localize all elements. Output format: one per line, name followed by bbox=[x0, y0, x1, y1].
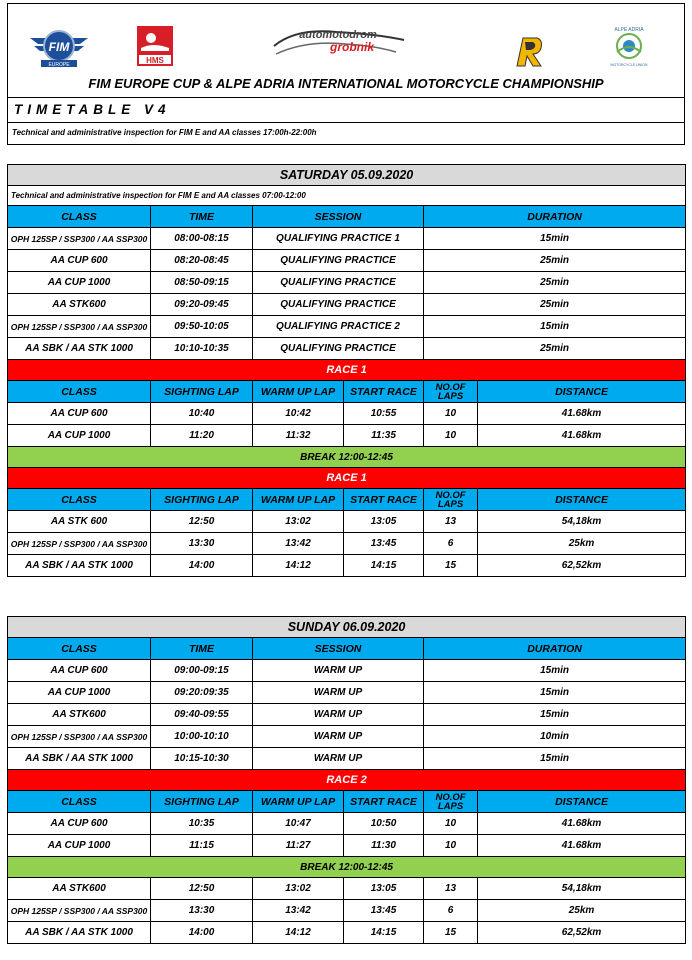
header-class: CLASS bbox=[8, 381, 151, 403]
qualifying-header-row bbox=[8, 206, 686, 228]
session-cell: WARM UP bbox=[253, 682, 424, 704]
distance-cell: 54,18km bbox=[478, 878, 686, 900]
grobnik-logo bbox=[266, 24, 411, 60]
distance-cell: 41.68km bbox=[478, 403, 686, 425]
distance-cell: 41.68km bbox=[478, 425, 686, 447]
laps-cell: 13 bbox=[424, 878, 478, 900]
header-warm-up-lap: WARM UP LAP bbox=[253, 381, 344, 403]
table-row bbox=[8, 878, 686, 900]
class-cell: AA STK600 bbox=[8, 704, 151, 726]
class-cell: OPH 125SP / SSP300 / AA SSP300 bbox=[8, 533, 151, 555]
race-header-row bbox=[8, 489, 686, 511]
start-race-cell: 13:05 bbox=[344, 878, 424, 900]
sunday-schedule-table bbox=[7, 616, 686, 944]
header-time: TIME bbox=[151, 206, 253, 228]
table-row bbox=[8, 316, 686, 338]
warm-up-lap-cell: 13:02 bbox=[253, 511, 344, 533]
class-cell: AA CUP 600 bbox=[8, 403, 151, 425]
sighting-lap-cell: 10:35 bbox=[151, 813, 253, 835]
laps-cell: 10 bbox=[424, 835, 478, 857]
sighting-lap-cell: 11:20 bbox=[151, 425, 253, 447]
start-race-cell: 13:45 bbox=[344, 900, 424, 922]
session-cell: QUALIFYING PRACTICE bbox=[253, 294, 424, 316]
distance-cell: 62,52km bbox=[478, 555, 686, 577]
table-row bbox=[8, 748, 686, 770]
distance-cell: 62,52km bbox=[478, 922, 686, 944]
warm-up-lap-cell: 11:27 bbox=[253, 835, 344, 857]
table-row bbox=[8, 704, 686, 726]
table-row bbox=[8, 403, 686, 425]
class-cell: AA SBK / AA STK 1000 bbox=[8, 338, 151, 360]
laps-cell: 10 bbox=[424, 425, 478, 447]
inspection-note: Technical and administrative inspection for FIM E and AA classes 17:00h-22:00h bbox=[7, 123, 685, 145]
timetable-version: TIMETABLE V4 bbox=[7, 98, 685, 123]
sighting-lap-cell: 11:15 bbox=[151, 835, 253, 857]
svg-text:MOTORCYCLE UNION: MOTORCYCLE UNION bbox=[610, 63, 648, 67]
header-session: SESSION bbox=[253, 206, 424, 228]
header-warm-up-lap: WARM UP LAP bbox=[253, 489, 344, 511]
warm-up-lap-cell: 11:32 bbox=[253, 425, 344, 447]
duration-cell: 25min bbox=[424, 272, 686, 294]
class-cell: OPH 125SP / SSP300 / AA SSP300 bbox=[8, 316, 151, 338]
class-cell: AA SBK / AA STK 1000 bbox=[8, 555, 151, 577]
header-laps: NO.OF LAPS bbox=[424, 791, 478, 813]
sighting-lap-cell: 12:50 bbox=[151, 511, 253, 533]
warm-up-lap-cell: 10:47 bbox=[253, 813, 344, 835]
header-laps: NO.OF LAPS bbox=[424, 489, 478, 511]
distance-cell: 25km bbox=[478, 900, 686, 922]
session-cell: WARM UP bbox=[253, 704, 424, 726]
class-cell: AA SBK / AA STK 1000 bbox=[8, 922, 151, 944]
alpe-adria-logo bbox=[606, 24, 652, 68]
race-title: RACE 2 bbox=[8, 770, 686, 791]
header-warm-up-lap: WARM UP LAP bbox=[253, 791, 344, 813]
header-duration: DURATION bbox=[424, 206, 686, 228]
document-header bbox=[7, 3, 685, 98]
laps-cell: 15 bbox=[424, 922, 478, 944]
class-cell: OPH 125SP / SSP300 / AA SSP300 bbox=[8, 900, 151, 922]
header-laps: NO.OF LAPS bbox=[424, 381, 478, 403]
sighting-lap-cell: 14:00 bbox=[151, 922, 253, 944]
time-cell: 09:20-09:45 bbox=[151, 294, 253, 316]
class-cell: AA CUP 600 bbox=[8, 813, 151, 835]
table-row bbox=[8, 425, 686, 447]
session-cell: QUALIFYING PRACTICE bbox=[253, 338, 424, 360]
start-race-cell: 13:45 bbox=[344, 533, 424, 555]
sighting-lap-cell: 13:30 bbox=[151, 900, 253, 922]
session-cell: QUALIFYING PRACTICE 2 bbox=[253, 316, 424, 338]
svg-text:HMS: HMS bbox=[146, 56, 164, 65]
svg-text:ALPE ADRIA: ALPE ADRIA bbox=[614, 27, 644, 33]
table-row bbox=[8, 922, 686, 944]
header-class: CLASS bbox=[8, 791, 151, 813]
inspection-note: Technical and administrative inspection for FIM E and AA classes 07:00-12:00 bbox=[8, 186, 686, 206]
duration-cell: 15min bbox=[424, 748, 686, 770]
start-race-cell: 14:15 bbox=[344, 555, 424, 577]
session-cell: WARM UP bbox=[253, 726, 424, 748]
hms-logo bbox=[135, 24, 175, 68]
warm-up-lap-cell: 13:42 bbox=[253, 533, 344, 555]
svg-text:automotodrom: automotodrom bbox=[299, 29, 377, 41]
svg-text:FIM: FIM bbox=[48, 40, 70, 54]
session-cell: QUALIFYING PRACTICE bbox=[253, 272, 424, 294]
sighting-lap-cell: 10:40 bbox=[151, 403, 253, 425]
class-cell: AA SBK / AA STK 1000 bbox=[8, 748, 151, 770]
start-race-cell: 14:15 bbox=[344, 922, 424, 944]
sighting-lap-cell: 13:30 bbox=[151, 533, 253, 555]
distance-cell: 25km bbox=[478, 533, 686, 555]
header-distance: DISTANCE bbox=[478, 489, 686, 511]
class-cell: AA CUP 600 bbox=[8, 250, 151, 272]
table-row bbox=[8, 555, 686, 577]
header-class: CLASS bbox=[8, 638, 151, 660]
race-header-row bbox=[8, 791, 686, 813]
start-race-cell: 13:05 bbox=[344, 511, 424, 533]
time-cell: 08:00-08:15 bbox=[151, 228, 253, 250]
laps-cell: 6 bbox=[424, 533, 478, 555]
class-cell: AA CUP 1000 bbox=[8, 425, 151, 447]
duration-cell: 15min bbox=[424, 704, 686, 726]
start-race-cell: 11:35 bbox=[344, 425, 424, 447]
laps-cell: 15 bbox=[424, 555, 478, 577]
start-race-cell: 10:50 bbox=[344, 813, 424, 835]
warm-up-lap-cell: 14:12 bbox=[253, 555, 344, 577]
session-cell: QUALIFYING PRACTICE bbox=[253, 250, 424, 272]
table-row bbox=[8, 813, 686, 835]
duration-cell: 25min bbox=[424, 294, 686, 316]
time-cell: 09:40-09:55 bbox=[151, 704, 253, 726]
day-title: SATURDAY 05.09.2020 bbox=[8, 165, 686, 186]
day-title: SUNDAY 06.09.2020 bbox=[8, 617, 686, 638]
break-title: BREAK 12:00-12:45 bbox=[8, 447, 686, 468]
class-cell: AA STK600 bbox=[8, 294, 151, 316]
header-sighting-lap: SIGHTING LAP bbox=[151, 381, 253, 403]
time-cell: 08:20-08:45 bbox=[151, 250, 253, 272]
session-cell: QUALIFYING PRACTICE 1 bbox=[253, 228, 424, 250]
sighting-lap-cell: 14:00 bbox=[151, 555, 253, 577]
table-row bbox=[8, 294, 686, 316]
duration-cell: 15min bbox=[424, 228, 686, 250]
break-title: BREAK 12:00-12:45 bbox=[8, 857, 686, 878]
header-time: TIME bbox=[151, 638, 253, 660]
duration-cell: 25min bbox=[424, 338, 686, 360]
fim-logo bbox=[28, 24, 90, 68]
sighting-lap-cell: 12:50 bbox=[151, 878, 253, 900]
header-class: CLASS bbox=[8, 489, 151, 511]
saturday-schedule-table bbox=[7, 164, 686, 577]
race-header-row bbox=[8, 381, 686, 403]
time-cell: 08:50-09:15 bbox=[151, 272, 253, 294]
header-start-race: START RACE bbox=[344, 489, 424, 511]
table-row bbox=[8, 511, 686, 533]
time-cell: 09:20:09:35 bbox=[151, 682, 253, 704]
table-row bbox=[8, 250, 686, 272]
header-start-race: START RACE bbox=[344, 791, 424, 813]
header-distance: DISTANCE bbox=[478, 791, 686, 813]
start-race-cell: 11:30 bbox=[344, 835, 424, 857]
warm-up-lap-cell: 13:42 bbox=[253, 900, 344, 922]
class-cell: AA CUP 1000 bbox=[8, 682, 151, 704]
warm-up-lap-cell: 13:02 bbox=[253, 878, 344, 900]
class-cell: AA CUP 600 bbox=[8, 660, 151, 682]
table-row bbox=[8, 228, 686, 250]
header-sighting-lap: SIGHTING LAP bbox=[151, 791, 253, 813]
svg-text:grobnik: grobnik bbox=[330, 40, 374, 54]
header-session: SESSION bbox=[253, 638, 424, 660]
warm-up-lap-cell: 10:42 bbox=[253, 403, 344, 425]
header-start-race: START RACE bbox=[344, 381, 424, 403]
table-row bbox=[8, 272, 686, 294]
start-race-cell: 10:55 bbox=[344, 403, 424, 425]
class-cell: AA STK 600 bbox=[8, 511, 151, 533]
time-cell: 09:50-10:05 bbox=[151, 316, 253, 338]
logo-strip bbox=[8, 4, 684, 68]
table-row bbox=[8, 726, 686, 748]
laps-cell: 13 bbox=[424, 511, 478, 533]
header-duration: DURATION bbox=[424, 638, 686, 660]
duration-cell: 25min bbox=[424, 250, 686, 272]
header-sighting-lap: SIGHTING LAP bbox=[151, 489, 253, 511]
class-cell: OPH 125SP / SSP300 / AA SSP300 bbox=[8, 228, 151, 250]
duration-cell: 15min bbox=[424, 660, 686, 682]
table-row bbox=[8, 533, 686, 555]
duration-cell: 10min bbox=[424, 726, 686, 748]
duration-cell: 15min bbox=[424, 316, 686, 338]
distance-cell: 54,18km bbox=[478, 511, 686, 533]
time-cell: 10:00-10:10 bbox=[151, 726, 253, 748]
laps-cell: 10 bbox=[424, 813, 478, 835]
time-cell: 10:15-10:30 bbox=[151, 748, 253, 770]
warm-up-lap-cell: 14:12 bbox=[253, 922, 344, 944]
class-cell: AA STK600 bbox=[8, 878, 151, 900]
duration-cell: 15min bbox=[424, 682, 686, 704]
warm-up-header-row bbox=[8, 638, 686, 660]
table-row bbox=[8, 900, 686, 922]
laps-cell: 6 bbox=[424, 900, 478, 922]
time-cell: 09:00-09:15 bbox=[151, 660, 253, 682]
header-distance: DISTANCE bbox=[478, 381, 686, 403]
time-cell: 10:10-10:35 bbox=[151, 338, 253, 360]
svg-text:EUROPE: EUROPE bbox=[48, 62, 70, 68]
header-class: CLASS bbox=[8, 206, 151, 228]
race-title: RACE 1 bbox=[8, 360, 686, 381]
race-track-logo bbox=[513, 34, 545, 68]
table-row bbox=[8, 338, 686, 360]
distance-cell: 41.68km bbox=[478, 835, 686, 857]
table-row bbox=[8, 835, 686, 857]
table-row bbox=[8, 660, 686, 682]
session-cell: WARM UP bbox=[253, 748, 424, 770]
distance-cell: 41.68km bbox=[478, 813, 686, 835]
class-cell: AA CUP 1000 bbox=[8, 835, 151, 857]
class-cell: AA CUP 1000 bbox=[8, 272, 151, 294]
race-title: RACE 1 bbox=[8, 468, 686, 489]
laps-cell: 10 bbox=[424, 403, 478, 425]
class-cell: OPH 125SP / SSP300 / AA SSP300 bbox=[8, 726, 151, 748]
table-row bbox=[8, 682, 686, 704]
session-cell: WARM UP bbox=[253, 660, 424, 682]
championship-title: FIM EUROPE CUP & ALPE ADRIA INTERNATIONAL MOTORCYCLE CHAMPIONSHIP bbox=[88, 76, 604, 91]
